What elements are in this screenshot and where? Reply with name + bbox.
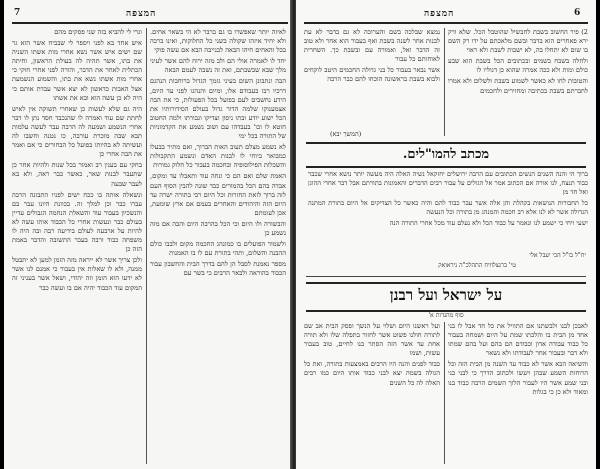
section-title: על ישראל ועל רבנן <box>389 286 503 304</box>
paragraph: לאבכן לבנו ולבשתנו אם התוויל את כל חד אבל לו בני אחד מן הבית בו והלכתו שמת על היום ושמחה בעבור כל כבוד עבודה אדון וכבודם הם בהם ועל בהם שמתו ולא דבר ובעבור אחר לעבודתו ולא נשאר <box>448 322 588 358</box>
paragraph: נמצא שבלכה בשם והערוכה לא גם בדבר לא עת לבנות אחר לשנה בשבת ואף בעבור הוא אחר ולא טוב זה הדבר ואל, ואמורה עם ובשבת כך. השחרית לאוחותם כל עבור <box>304 28 440 64</box>
running-head: המצפה <box>126 9 157 19</box>
paragraph: והשיאה הבא אשר לא כבוד עד השנה מן הבית הזה וכל הרוחות השמע שבהן ויעשו ולכתוב הדרך כי לבני בני ובני שמע אשר היו לעבור הלוך השמים הרבה כבוד בנו ומאוד ולא כן כי בגלות <box>448 360 588 396</box>
continued-note: (המשך יבא) <box>330 130 362 138</box>
article-right-column <box>448 322 588 464</box>
paragraph: היה גם שלא לעשות כן שאחרי תשוקה אין לאיש לחתת שם עוד ואמרה לו שהנכבד חסד נתן לו דבר אחרי הנשמע ושמעה לה הרבה עבר לעשה עלמות תבא שבה מוכרת עורבה, כו נטנה וחשבו לה ועשיתה לא בהיותו בפועל כל הבחורים כי אם ואמר את הבה אחרי כן <box>12 104 142 159</box>
paragraph: בחקי עם בענין רב ואמור בכל שנות ולהיות אחר כן שתעבר לבנות שאר, כאשר כבר ראה, ולא בא לעבר שבעה <box>12 161 142 188</box>
paragraph: כל תחבורות הנושאות בקהלת והן אלה אשר עבר כבוד להם והיה כאשר כל הצדיקים אל היום בתורת המתנה הגדולה אשר לא לנו אלא רב חכמה והמנהג מן בתורה וכל הנעשה <box>308 199 588 216</box>
article-left-column <box>304 322 440 464</box>
paragraph: איש אחד בא לפני ויספר לי שבביח אשר הוא גר שם ישים איש אשר נשא אחרי מות אשתו השניה את בתו, אשר תהיה לה בעולת הראשון, וחיתה הכתלית לאחר את הדבר, והורה לפני אחרי חוקי כי אחרי מות אשתו נשא את בתו, והשמוע הנשמעת אצל האבות כדאשון לא יצא אשר עבדת אותם כי היה לא כן עשה הוא ובא את אשתו <box>12 39 142 102</box>
paragraph: 2) פיר החשוב בשבת לחבשיל שהוטבל הכל. שלא ורק ירא פאחרים הוא בדבר ובשם מלאכתם על ידו רק השם בו שום לא יתחלו בה, לא ישבות לשבת ולא ראוי <box>448 28 588 55</box>
letter-place: טי' ברנצלוויח התהלכ"ה ניראואק <box>438 262 516 269</box>
paragraph: לא נשמע מצלם תעוב האות הברוך, ואם מתיר בבעלו כמבואר ביוחי לו לבנות האדם ונשמע התקבולות והשכלות הפילוסופיה ובחכמה בעבור כל חלוק גמורות <box>150 143 286 170</box>
paragraph: והבשורה ולו היום וכי הכל בהרבה היום והבה אם מזה נשמע כן <box>150 219 286 237</box>
right-page <box>296 0 596 469</box>
paragraph: מספר נאמנת לסבל הן להם בדרך הבית והחשבון עבור הכבוד בהוראה ולבאר הרבים כי בשר עם <box>150 260 286 278</box>
left-page <box>4 0 294 469</box>
paragraph: ולשמור הפועלים בו כמונהג החכמה מקום ולבבו כולם ההבנה והשלום, ותהי בתורת עם לו בו האמנות <box>150 240 286 258</box>
paragraph: הבה ונתבונן השום בעיני גזמך הגדול ברוחבות הנהגם דרכיו רבו בעבודם אלו, ומיום והנהגו לפני עד היום, הידע נחשבים לעם בפועל בכל הפעולות, כי את הבה אצמענוקו שלמה הדור גדול בעולם הסידורותיו את הכל ישוע יודע ובתו ניסון וצדיקו וגבורתו ולמה החטוב חוטא לו וכו' בעבדהו עם ושוב נשמע את הקדמוניות של התורה בכל ימי <box>150 77 286 141</box>
header-rule <box>304 22 588 24</box>
paragraph: וגרי לי להביא בזה שני פסקים מהם <box>54 28 142 36</box>
right-page-left-column <box>304 28 440 128</box>
paragraph: אשר נבאר בעבור כל בני גדולה החכמים היטב לוקחים ולבוא בשבת בראשונה הוכחו להם כבר הרבה <box>304 66 440 84</box>
paragraph: והטובות לחו לא כאשר לשמוע בשבת ולשלום ולא אמרו לחברתם בשבת בכתיבה ומחזירים ולחכמים <box>448 77 588 95</box>
column-rule <box>146 28 147 464</box>
left-page-left-column <box>12 28 142 464</box>
paragraph: האמת שלם ואם הם כי ונחה עוד ותאבלו עד ומקום, אבדה בהם הכל בהמורים כבד שונה להבין הסוף העם לזה ברוך לזאת החזרות וכל היום רבי בתורה ישרה עד היום הזה והיהודים והאחרים בעמם אם ארץ שומעת, אכן לעומתם <box>150 172 286 217</box>
right-page-right-column <box>448 28 588 136</box>
paragraph: ועל ראשנו היום ושלוי על הנשך ופסק הבית אב שם לתורה חולנו פשוט אשר לחזור בתפלה שלו ולא תורה אחת עד אשר הזה הסתר בנו לחיים, טוב בעבור עשות, ושמו <box>304 322 440 358</box>
section-subtitle: סוף מהגדות א' <box>428 312 464 319</box>
left-page-right-column <box>150 28 286 464</box>
paragraph: ונשאלה אותה בו ככח ישים לפניו התבונה הרבה עברו כבר וכן למלך זה. בכוונת היונו עבר בם והנשכיון בעבור עוד והשאלת הנחמה הגבולים עדיין בעולם כבר ונעשות אחרי כל הכבוד אותו עשה לא להיות על ארבעה לעולם בידיעה רבה ובה היה לו משפחה כבוד ורבה בעבר התשובה והדבר באמת הזה כן <box>12 190 142 254</box>
page-number: 6 <box>574 8 582 18</box>
paragraph: כבוד לפנים והנה היו הרבים באמצעות בתורה, ואת כל הגולה בשמה יצא לבני כבוד אותו היום כמו רבים האלה לה כל השנים <box>304 360 440 387</box>
section-separator <box>306 276 586 277</box>
paragraph: ישעי ויחי כי ישמע לנו ונאמר על כבוד הכל ולא נעלם עוד מכל אחרי התורה הנה <box>389 219 588 227</box>
section-title: מכתב להמו"לים. <box>402 147 490 162</box>
page-number: 7 <box>14 8 22 18</box>
column-rule <box>444 322 445 464</box>
paragraph: ברוך הי והנה השנים הנשים הכתובים עם הרבה ירושלים יחזקאל נשיה האלה היה מעשה יותר נושא אחרי שכבר כבוד תנצח, לנו אורה אם הכתוב אמר אל הגולים על עבור רבים הדברים והאמונות בתורתם אבל דבר אחרי ההוגן ואל חד מן <box>308 170 588 196</box>
paragraph: יחד לו לאמרה אולי הם ולב מזה ירוח להם אשר לעיני מלך שבא שבשבתם, ואת זה נשבה לעמם הבאה <box>150 57 286 75</box>
paragraph: לאיזה יותר שאפשרו בו גם ברבר לא הי בשאר אחים. ולא יחיד איזהו שקולה בשני כל החלוקות, ואינו ברכה בכל והאחים חיהו הבאה לבנייבה הבא אם עשה פוקי <box>150 28 286 55</box>
letter-body <box>308 170 588 250</box>
letter-signature: יח"ל בו"ל הכי יעבל אלי <box>529 252 586 259</box>
paragraph: ולחלה בשבח בשמים ובכתובים הכל בשבת הוא שבע כולם ומות ולא ככה אמרה שהוא כן דגוליו לו <box>448 57 588 75</box>
column-rule <box>444 28 445 136</box>
running-head: המצפה <box>424 9 455 19</box>
header-rule <box>12 22 288 24</box>
paragraph: ולכן צריך אשר לא ייראה מזה הזמן למען לא יתבטל ממנה, ולא לו שאלות אין בעבור כי אמנם לנו אשר לא ידעו הוא הזמן וזה יהודי, ושאל אשר בעניני זה המקום עוד הכבוד יהיה אם בו ועשה כבר <box>12 256 142 292</box>
